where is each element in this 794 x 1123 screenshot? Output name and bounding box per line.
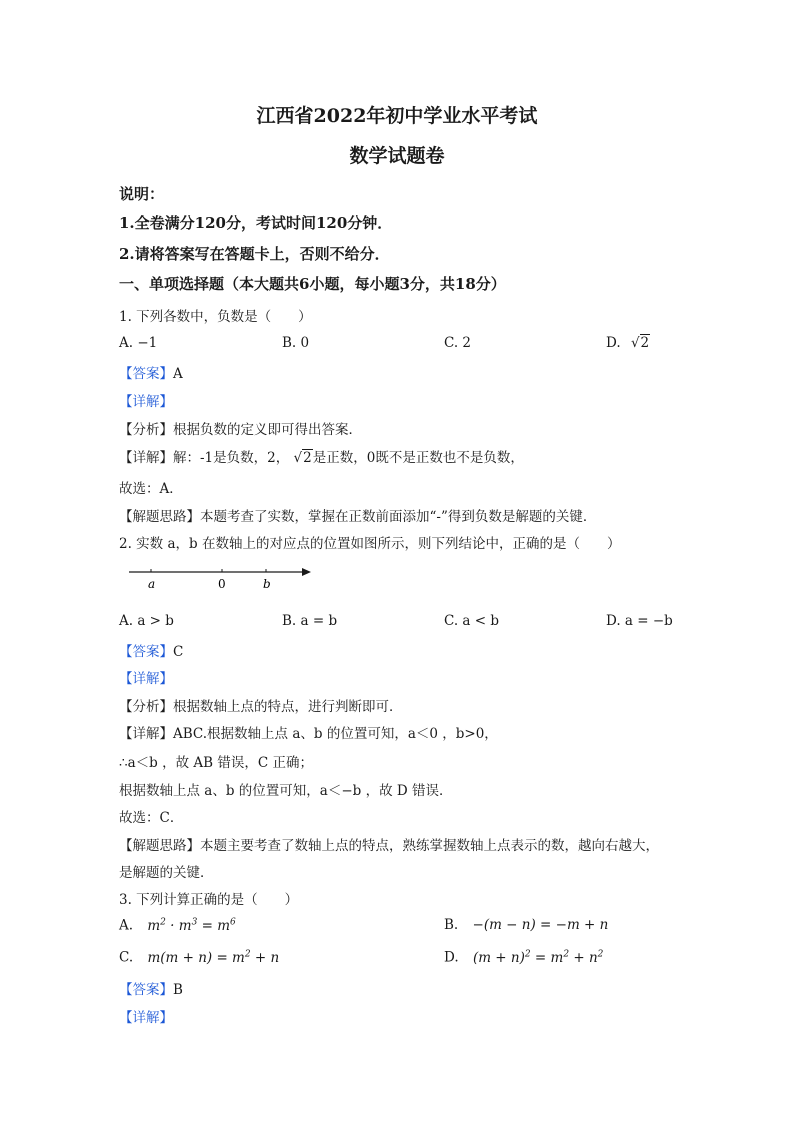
tips-tag: 【解题思路】 [119,509,200,525]
q2-option-d: D. a = −b [606,613,673,629]
q2-tips-text-1: 本题主要考查了数轴上点的特点，熟练掌握数轴上点表示的数，越向右越大， [200,838,659,854]
q1-analysis-text: 根据负数的定义即可得出答案． [173,422,362,438]
q3-option-a-formula: $m^2 \cdot m^3 = m^6$ [147,917,236,934]
q2-stem: 2. 实数 a，b 在数轴上的对应点的位置如图所示，则下列结论中，正确的是（ ） [119,536,621,552]
q3-answer-value: B [173,982,183,998]
q1-analysis [119,418,362,438]
q1-detail-tag: 【详解】 [119,394,173,410]
q3-option-b-label: B. [444,917,459,933]
q2-answer [119,640,183,660]
q1-detail-text-b: 是正数，0既不是正数也不是负数， [312,450,524,466]
q1-option-b: B. 0 [282,335,310,351]
q2-tips-line-1 [119,834,659,854]
q2-choose: 故选：C． [119,810,184,826]
answer-tag: 【答案】 [119,982,173,998]
q2-option-c: C. a < b [444,613,500,629]
q2-detail-text-1: ABC.根据数轴上点 a、b 的位置可知，a＜0 ，b>0， [173,726,498,742]
q1-option-d [606,335,650,351]
detail-label: 【详解】 [119,726,173,742]
intro-rule-1: 1.全卷满分120分，考试时间120分钟． [119,214,393,232]
q2-detail-line-2: ∴a＜b ，故 AB 错误，C 正确； [119,755,313,771]
q3-option-d-label: D. [444,949,459,966]
q3-option-a-label: A. [119,917,134,934]
q2-analysis [119,695,403,715]
q3-option-a [119,917,236,934]
q3-option-c [119,949,279,966]
q3-option-b-formula: −(m − n) = −m + n [472,917,609,933]
sqrt-two-symbol: √2 [630,335,650,351]
q3-detail-tag: 【详解】 [119,1010,173,1026]
q1-option-d-label: D. [606,335,621,351]
q1-stem: 1. 下列各数中，负数是（ ） [119,309,312,325]
intro-label: 说明： [119,185,165,203]
q1-choose: 故选：A． [119,481,183,497]
tips-tag: 【解题思路】 [119,838,200,854]
q1-answer [119,362,183,382]
answer-tag: 【答案】 [119,644,173,660]
q3-option-d [444,949,603,966]
number-line-figure [125,560,320,596]
analysis-tag: 【分析】 [119,699,173,715]
q1-option-c: C. 2 [444,335,472,351]
q1-answer-value: A [173,366,183,382]
q1-tips [119,505,596,525]
q1-detail-text-a: 解：-1是负数，2， [173,450,290,466]
q2-option-a: A. a > b [119,613,174,629]
q1-detail [119,446,524,466]
answer-tag: 【答案】 [119,366,173,382]
q1-tips-text: 本题考查了实数，掌握在正数前面添加“-”得到负数是解题的关键． [200,509,597,525]
q2-detail-tag: 【详解】 [119,671,173,687]
q2-detail-line-3: 根据数轴上点 a、b 的位置可知，a＜−b ，故 D 错误． [119,783,453,799]
q1-option-a: A. −1 [119,335,158,351]
q3-stem: 3. 下列计算正确的是（ ） [119,892,299,908]
section-heading: 一、单项选择题（本大题共6小题，每小题3分，共18分） [119,275,506,293]
sqrt-two-symbol: √2 [293,450,312,466]
q3-option-c-label: C. [119,949,134,966]
q3-option-c-formula: $m(m + n) = m^2 + n$ [147,949,280,966]
analysis-tag: 【分析】 [119,422,173,438]
q2-answer-value: C [173,644,184,660]
number-line-label-zero: 0 [218,577,226,591]
q2-option-b: B. a = b [282,613,338,629]
number-line-label-b: b [263,577,271,591]
q3-option-d-formula: $(m + n)^2 = m^2 + n^2$ [472,949,604,966]
number-line-arrow [302,568,311,576]
detail-label: 【详解】 [119,450,173,466]
page-title: 江西省2022年初中学业水平考试 [256,105,538,127]
q2-detail-line-1 [119,722,498,742]
number-line-label-a: a [148,577,156,591]
page-subtitle: 数学试题卷 [349,145,445,167]
q3-answer [119,978,183,998]
intro-rule-2: 2.请将答案写在答题卡上，否则不给分． [119,245,390,263]
q3-option-b [444,917,608,933]
q2-analysis-text: 根据数轴上点的特点，进行判断即可． [173,699,403,715]
q2-tips-line-2: 是解题的关键． [119,865,214,881]
